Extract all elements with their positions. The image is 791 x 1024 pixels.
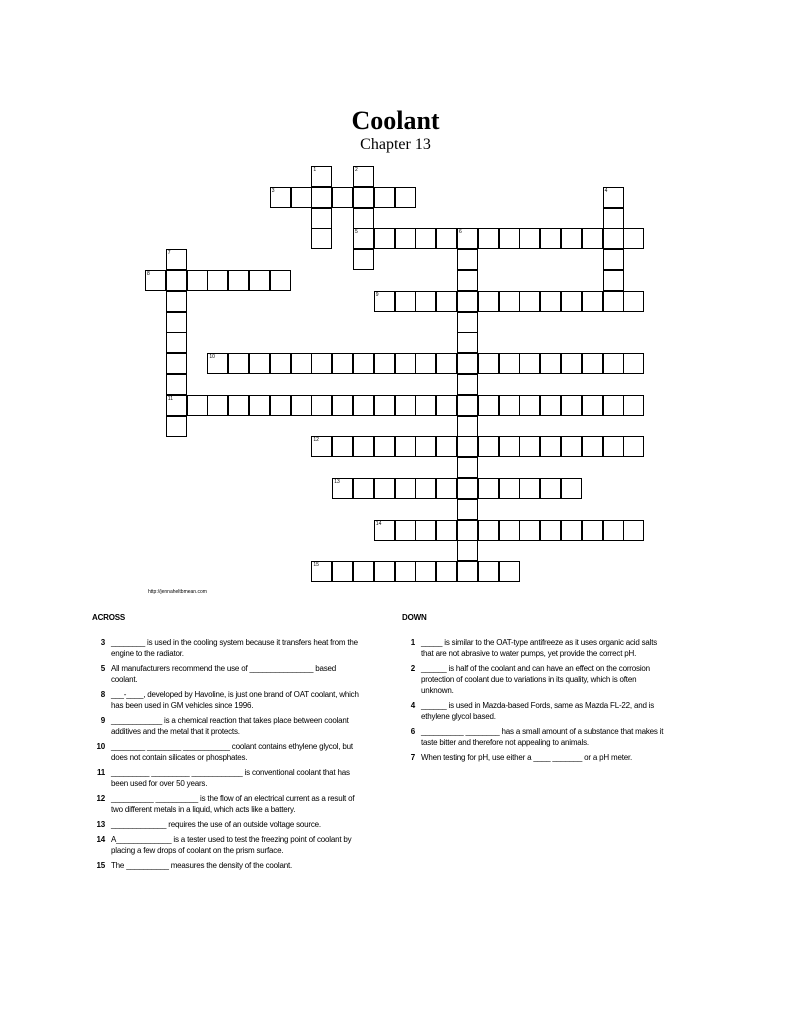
grid-cell[interactable] — [623, 228, 644, 249]
down-clue-6 — [402, 726, 670, 748]
clue-text: ________ is used in the cooling system because it transfers heat from the engine to the radiator. — [111, 638, 358, 658]
clue-number: 14 — [96, 835, 105, 844]
grid-cell[interactable] — [332, 353, 353, 374]
grid-cell[interactable] — [395, 187, 416, 208]
grid-cell[interactable] — [311, 166, 332, 187]
grid-cell[interactable] — [395, 561, 416, 582]
grid-cell[interactable] — [457, 499, 478, 520]
across-clue-9 — [92, 715, 360, 737]
grid-cell[interactable] — [561, 436, 582, 457]
grid-cell[interactable] — [561, 395, 582, 416]
grid-cell[interactable] — [415, 436, 436, 457]
grid-cell[interactable] — [249, 395, 270, 416]
grid-cell[interactable] — [561, 228, 582, 249]
across-clue-list — [92, 637, 360, 871]
clue-number: 3 — [100, 638, 105, 647]
grid-cell[interactable] — [499, 228, 520, 249]
grid-cell[interactable] — [478, 561, 499, 582]
grid-cell[interactable] — [436, 561, 457, 582]
grid-cell[interactable] — [291, 395, 312, 416]
grid-cell[interactable] — [457, 540, 478, 561]
grid-cell[interactable] — [457, 395, 478, 416]
grid-cell[interactable] — [166, 374, 187, 395]
clue-number: 15 — [96, 861, 105, 870]
grid-cell[interactable] — [623, 436, 644, 457]
grid-cell[interactable] — [478, 436, 499, 457]
grid-cell[interactable] — [436, 520, 457, 541]
grid-cell[interactable] — [270, 353, 291, 374]
grid-cell[interactable] — [540, 291, 561, 312]
grid-cell[interactable] — [145, 270, 166, 291]
grid-cell-number: 13 — [334, 479, 340, 485]
grid-cell[interactable] — [499, 478, 520, 499]
grid-cell[interactable] — [374, 353, 395, 374]
clue-number: 10 — [96, 742, 105, 751]
grid-cell[interactable] — [519, 520, 540, 541]
grid-cell[interactable] — [582, 395, 603, 416]
grid-cell-number: 1 — [313, 167, 317, 173]
grid-cell[interactable] — [478, 353, 499, 374]
grid-cell[interactable] — [540, 520, 561, 541]
grid-cell[interactable] — [311, 353, 332, 374]
grid-cell[interactable] — [436, 228, 457, 249]
grid-cell[interactable] — [374, 520, 395, 541]
grid-cell[interactable] — [415, 561, 436, 582]
grid-cell[interactable] — [603, 520, 624, 541]
grid-cell[interactable] — [499, 395, 520, 416]
grid-cell[interactable] — [395, 353, 416, 374]
grid-cell[interactable] — [311, 395, 332, 416]
grid-cell[interactable] — [457, 561, 478, 582]
clue-text: ______ is used in Mazda-based Fords, same as Mazda FL-22, and is ethylene glycol based. — [421, 701, 655, 721]
down-clue-2 — [402, 663, 670, 696]
grid-cell[interactable] — [499, 291, 520, 312]
grid-cell[interactable] — [457, 457, 478, 478]
down-clue-list — [402, 637, 670, 763]
page-title: Coolant — [351, 106, 440, 135]
down-clues-column — [402, 612, 670, 767]
grid-cell[interactable] — [623, 395, 644, 416]
grid-cell[interactable] — [332, 436, 353, 457]
grid-cell[interactable] — [603, 291, 624, 312]
clue-text: ___-____, developed by Havoline, is just one brand of OAT coolant, which has been used in GM vehicles since 1996. — [111, 690, 359, 710]
grid-cell[interactable] — [540, 436, 561, 457]
grid-cell[interactable] — [561, 291, 582, 312]
clue-text: ____________ is a chemical reaction that takes place between coolant additives and the metal that it protects. — [111, 716, 349, 736]
grid-cell[interactable] — [436, 395, 457, 416]
grid-cell[interactable] — [166, 249, 187, 270]
grid-cell[interactable] — [582, 228, 603, 249]
grid-cell[interactable] — [249, 353, 270, 374]
grid-cell[interactable] — [457, 436, 478, 457]
grid-cell[interactable] — [166, 353, 187, 374]
grid-cell[interactable] — [311, 436, 332, 457]
grid-cell[interactable] — [353, 249, 374, 270]
grid-cell[interactable] — [374, 187, 395, 208]
grid-cell[interactable] — [415, 353, 436, 374]
grid-cell[interactable] — [436, 436, 457, 457]
grid-cell[interactable] — [457, 332, 478, 353]
grid-cell[interactable] — [519, 478, 540, 499]
grid-cell[interactable] — [374, 478, 395, 499]
grid-cell-number: 14 — [375, 520, 382, 527]
page-subtitle: Chapter 13 — [360, 136, 431, 153]
clue-number: 8 — [100, 690, 105, 699]
grid-cell[interactable] — [291, 187, 312, 208]
across-clues-column — [92, 612, 360, 875]
grid-cell[interactable] — [291, 353, 312, 374]
grid-cell[interactable] — [311, 561, 332, 582]
grid-cell[interactable] — [582, 353, 603, 374]
grid-cell[interactable] — [540, 228, 561, 249]
grid-cell[interactable] — [457, 478, 478, 499]
grid-cell[interactable] — [499, 520, 520, 541]
grid-cell[interactable] — [478, 291, 499, 312]
grid-cell[interactable] — [374, 291, 395, 312]
clue-number: 9 — [100, 716, 105, 725]
grid-cell[interactable] — [561, 353, 582, 374]
grid-cell[interactable] — [478, 228, 499, 249]
grid-cell[interactable] — [499, 561, 520, 582]
clue-text: When testing for pH, use either a ____ _______ or a pH meter. — [421, 753, 633, 762]
grid-cell[interactable] — [166, 395, 187, 416]
grid-cell[interactable] — [603, 208, 624, 229]
grid-cell-number: 12 — [313, 437, 319, 444]
down-clue-7 — [402, 752, 670, 763]
clue-text: All manufacturers recommend the use of _______________ based coolant. — [111, 664, 337, 684]
grid-cell[interactable] — [519, 395, 540, 416]
clue-text: _____ is similar to the OAT-type antifreeze as it uses organic acid salts that are not abrasive to water pumps, yet provide the correct pH. — [421, 638, 658, 658]
grid-cell[interactable] — [353, 561, 374, 582]
down-heading: DOWN — [402, 613, 427, 622]
across-clue-15 — [92, 860, 360, 871]
clue-number: 2 — [410, 664, 415, 673]
grid-cell[interactable] — [166, 291, 187, 312]
clue-text: ______ is half of the coolant and can have an effect on the corrosion protection of coolant due to variations in its quality, which is often unknown. — [421, 664, 650, 695]
grid-cell[interactable] — [478, 478, 499, 499]
grid-cell[interactable] — [332, 187, 353, 208]
clue-number: 6 — [410, 727, 415, 736]
across-clue-11 — [92, 767, 360, 789]
grid-cell[interactable] — [270, 395, 291, 416]
grid-cell[interactable] — [540, 353, 561, 374]
grid-cell[interactable] — [561, 520, 582, 541]
grid-cell[interactable] — [187, 270, 208, 291]
across-clue-13 — [92, 819, 360, 830]
clue-number: 1 — [410, 638, 415, 647]
grid-cell[interactable] — [436, 353, 457, 374]
grid-cell-number: 5 — [355, 229, 358, 236]
grid-cell[interactable] — [395, 436, 416, 457]
clue-text: The __________ measures the density of the coolant. — [111, 861, 293, 870]
grid-cell[interactable] — [603, 187, 624, 208]
grid-cell[interactable] — [228, 270, 249, 291]
source-url: http://jennaheltbmean.com — [148, 589, 207, 595]
grid-cell[interactable] — [353, 395, 374, 416]
grid-cell[interactable] — [270, 187, 291, 208]
grid-cell[interactable] — [436, 478, 457, 499]
grid-cell[interactable] — [332, 478, 353, 499]
grid-cell[interactable] — [519, 291, 540, 312]
grid-cell-number: 15 — [313, 562, 319, 569]
grid-cell[interactable] — [603, 395, 624, 416]
grid-cell[interactable] — [457, 291, 478, 312]
grid-cell[interactable] — [519, 436, 540, 457]
grid-cell[interactable] — [353, 478, 374, 499]
grid-cell[interactable] — [353, 187, 374, 208]
grid-cell[interactable] — [519, 228, 540, 249]
grid-cell[interactable] — [603, 353, 624, 374]
grid-cell[interactable] — [353, 353, 374, 374]
grid-cell-number: 3 — [271, 187, 275, 194]
grid-cell[interactable] — [457, 270, 478, 291]
grid-cell[interactable] — [415, 395, 436, 416]
grid-cell-number: 10 — [209, 354, 215, 361]
grid-cell[interactable] — [582, 436, 603, 457]
clue-text: __________ ________ has a small amount of a substance that makes it taste bitter and therefore not appealing to animals. — [421, 727, 664, 747]
grid-cell[interactable] — [166, 312, 187, 333]
clue-text: ________ ________ ___________ coolant contains ethylene glycol, but does not contain silicates or phosphates. — [111, 742, 353, 762]
grid-cell[interactable] — [270, 270, 291, 291]
grid-cell[interactable] — [519, 353, 540, 374]
grid-cell[interactable] — [457, 228, 478, 249]
grid-cell-number: 7 — [167, 250, 171, 257]
grid-cell[interactable] — [603, 270, 624, 291]
grid-cell[interactable] — [478, 395, 499, 416]
grid-cell[interactable] — [395, 228, 416, 249]
grid-cell[interactable] — [395, 291, 416, 312]
grid-cell[interactable] — [499, 436, 520, 457]
grid-cell[interactable] — [395, 520, 416, 541]
grid-cell[interactable] — [457, 416, 478, 437]
clue-number: 11 — [96, 768, 105, 777]
grid-cell[interactable] — [603, 436, 624, 457]
grid-cell-number: 11 — [167, 395, 173, 402]
grid-cell-number: 6 — [459, 229, 462, 236]
grid-cell[interactable] — [166, 270, 187, 291]
clue-number: 5 — [100, 664, 105, 673]
grid-cell[interactable] — [603, 249, 624, 270]
grid-cell[interactable] — [457, 520, 478, 541]
grid-cell[interactable] — [311, 208, 332, 229]
grid-cell[interactable] — [249, 270, 270, 291]
grid-cell[interactable] — [561, 478, 582, 499]
grid-cell[interactable] — [457, 249, 478, 270]
grid-cell[interactable] — [582, 520, 603, 541]
clue-text: _____________ requires the use of an outside voltage source. — [111, 820, 321, 829]
grid-cell[interactable] — [540, 478, 561, 499]
grid-cell[interactable] — [415, 520, 436, 541]
grid-cell[interactable] — [207, 395, 228, 416]
across-clue-3 — [92, 637, 360, 659]
grid-cell[interactable] — [207, 270, 228, 291]
grid-cell[interactable] — [478, 520, 499, 541]
grid-cell[interactable] — [353, 208, 374, 229]
grid-cell[interactable] — [187, 395, 208, 416]
grid-cell[interactable] — [415, 228, 436, 249]
grid-cell-number: 2 — [355, 167, 358, 173]
grid-cell[interactable] — [353, 436, 374, 457]
grid-cell[interactable] — [395, 395, 416, 416]
grid-cell[interactable] — [623, 520, 644, 541]
down-clue-1 — [402, 637, 670, 659]
grid-cell[interactable] — [436, 291, 457, 312]
across-clue-5 — [92, 663, 360, 685]
grid-cell[interactable] — [415, 478, 436, 499]
grid-cell[interactable] — [353, 166, 374, 187]
grid-cell-number: 9 — [375, 291, 379, 298]
grid-cell[interactable] — [623, 291, 644, 312]
grid-cell[interactable] — [582, 291, 603, 312]
grid-cell[interactable] — [374, 395, 395, 416]
grid-cell[interactable] — [374, 228, 395, 249]
grid-cell[interactable] — [540, 395, 561, 416]
grid-cell[interactable] — [457, 374, 478, 395]
grid-cell[interactable] — [207, 353, 228, 374]
grid-cell[interactable] — [311, 187, 332, 208]
grid-cell-number: 8 — [147, 271, 150, 277]
grid-cell[interactable] — [332, 395, 353, 416]
clue-number: 12 — [96, 794, 105, 803]
clue-text: A_____________ is a tester used to test the freezing point of coolant by placing a few drops of coolant on the prism surface. — [111, 835, 352, 855]
across-heading: ACROSS — [92, 613, 126, 622]
grid-cell[interactable] — [623, 353, 644, 374]
grid-cell[interactable] — [332, 561, 353, 582]
across-clue-14 — [92, 834, 360, 856]
grid-cell-number: 4 — [604, 187, 608, 194]
grid-cell[interactable] — [457, 312, 478, 333]
grid-cell[interactable] — [166, 332, 187, 353]
grid-cell[interactable] — [499, 353, 520, 374]
clue-text: _________ _________ ____________ is conventional coolant that has been used for over 50 years. — [111, 768, 350, 788]
grid-cell[interactable] — [415, 291, 436, 312]
grid-cell[interactable] — [228, 395, 249, 416]
grid-cell[interactable] — [228, 353, 249, 374]
grid-cell[interactable] — [374, 561, 395, 582]
grid-cell[interactable] — [166, 416, 187, 437]
across-clue-8 — [92, 689, 360, 711]
clue-number: 7 — [410, 753, 415, 762]
grid-cell[interactable] — [603, 228, 624, 249]
clue-text: __________ __________ is the flow of an electrical current as a result of two different metals in a liquid, which acts like a battery. — [111, 794, 355, 814]
grid-cell[interactable] — [457, 353, 478, 374]
across-clue-10 — [92, 741, 360, 763]
grid-cell[interactable] — [395, 478, 416, 499]
grid-cell[interactable] — [374, 436, 395, 457]
across-clue-12 — [92, 793, 360, 815]
grid-cell[interactable] — [353, 228, 374, 249]
grid-cell[interactable] — [311, 228, 332, 249]
down-clue-4 — [402, 700, 670, 722]
clue-number: 4 — [410, 701, 415, 710]
clue-number: 13 — [96, 820, 105, 829]
